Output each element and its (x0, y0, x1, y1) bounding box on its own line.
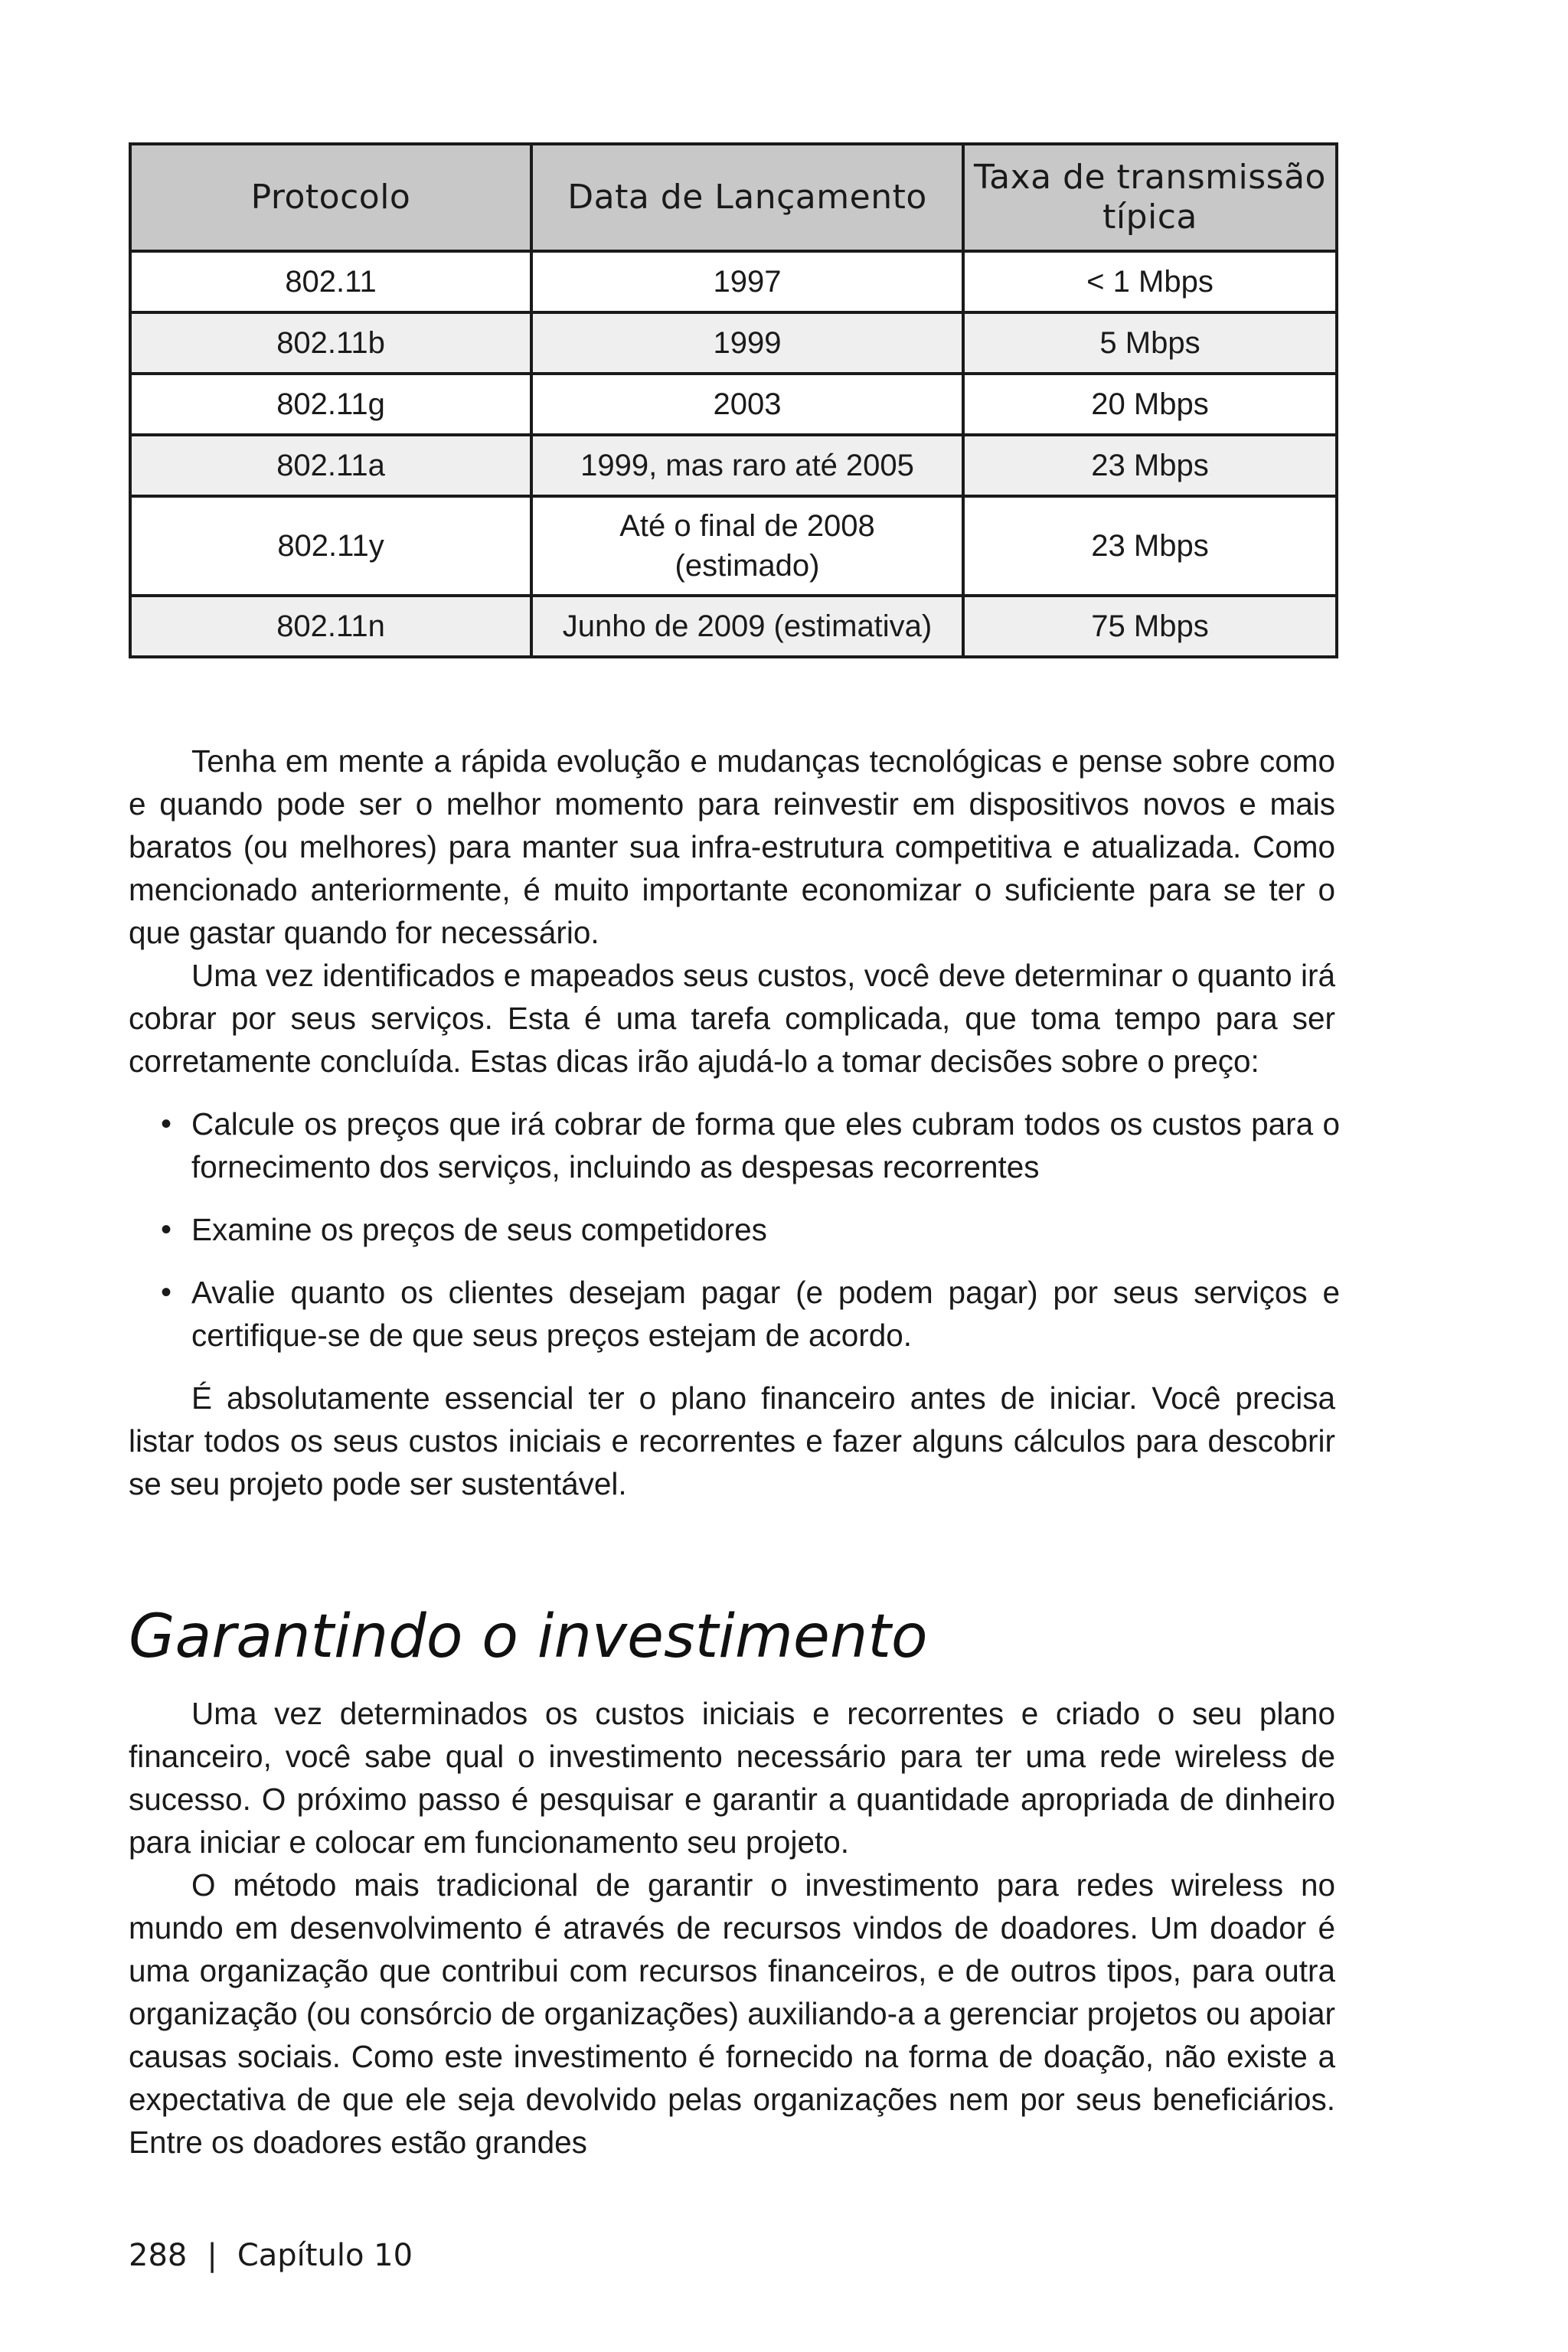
body-text-top (129, 740, 1340, 1505)
paragraph: Tenha em mente a rápida evolução e mudanças tecnológicas e pense sobre como e quando pode ser o melhor momento para reinvestir em dispositivos novos e mais baratos (ou melhores) para manter sua infra-estrutura competitiva e atualizada. Como mencionado anteriormente, é muito importante economizar o suficiente para se ter o que gastar quando for necessário. (129, 743, 1335, 950)
bullet-icon: • (161, 1213, 172, 1246)
list-item (129, 1102, 1340, 1188)
page-footer (129, 2234, 413, 2277)
list-item (129, 1271, 1340, 1357)
table-header-row (130, 144, 1337, 251)
paragraph: Uma vez identificados e mapeados seus custos, você deve determinar o quanto irá cobrar por seus serviços. Esta é uma tarefa complicada, que toma tempo para ser corretamente concluída. Estas dicas irão ajudá-lo a tomar decisões sobre o preço: (129, 958, 1335, 1079)
table-cell: 2003 (531, 374, 963, 435)
table-cell: 1999, mas raro até 2005 (531, 435, 963, 496)
footer-separator: | (207, 2238, 217, 2273)
header-taxa-transmissao: Taxa de transmissão típica (963, 144, 1337, 251)
chapter-label: Capítulo 10 (237, 2238, 413, 2273)
bullet-icon: • (161, 1107, 172, 1141)
table-cell: < 1 Mbps (963, 251, 1337, 312)
list-item-text: Calcule os preços que irá cobrar de forma que eles cubram todos os custos para o fornecimento dos serviços, incluindo as despesas recorrentes (191, 1106, 1340, 1184)
list-item-text: Examine os preços de seus competidores (191, 1212, 767, 1247)
section-heading: Garantindo o investimento (129, 1602, 928, 1671)
pricing-tips-list (129, 1102, 1340, 1357)
table-row (130, 251, 1337, 312)
table-cell: 1997 (531, 251, 963, 312)
table-cell: 802.11n (130, 596, 531, 657)
paragraph: É absolutamente essencial ter o plano financeiro antes de iniciar. Você precisa listar todos os seus custos iniciais e recorrentes e fazer alguns cálculos para descobrir se seu projeto pode ser sustentável. (129, 1380, 1335, 1501)
table-cell: 802.11y (130, 496, 531, 596)
header-protocolo: Protocolo (130, 144, 531, 251)
table-cell: 802.11 (130, 251, 531, 312)
table-cell: 5 Mbps (963, 312, 1337, 374)
table-cell: 23 Mbps (963, 496, 1337, 596)
table-row (130, 596, 1337, 657)
list-item-text: Avalie quanto os clientes desejam pagar (e podem pagar) por seus serviços e certifique-se de que seus preços estejam de acordo. (191, 1275, 1340, 1353)
paragraph: Uma vez determinados os custos iniciais e recorrentes e criado o seu plano financeiro, você sabe qual o investimento necessário para ter uma rede wireless de sucesso. O próximo passo é pesquisar e garantir a quantidade apropriada de dinheiro para iniciar e colocar em funcionamento seu projeto. (129, 1696, 1335, 1860)
table-cell: 802.11b (130, 312, 531, 374)
header-data-lancamento: Data de Lançamento (531, 144, 963, 251)
page-number: 288 (129, 2238, 188, 2273)
table-cell: Até o final de 2008 (estimado) (531, 496, 963, 596)
table-row (130, 496, 1337, 596)
table-cell: 23 Mbps (963, 435, 1337, 496)
table-row (130, 374, 1337, 435)
table-cell: 20 Mbps (963, 374, 1337, 435)
list-item (129, 1208, 1340, 1251)
table-cell: 802.11g (130, 374, 531, 435)
protocol-table (129, 142, 1338, 658)
table-cell: 802.11a (130, 435, 531, 496)
table-row (130, 435, 1337, 496)
bullet-icon: • (161, 1276, 172, 1309)
table-cell: 1999 (531, 312, 963, 374)
body-text-section (129, 1692, 1335, 2164)
table-cell: Junho de 2009 (estimativa) (531, 596, 963, 657)
table-cell: 75 Mbps (963, 596, 1337, 657)
table-row (130, 312, 1337, 374)
paragraph: O método mais tradicional de garantir o investimento para redes wireless no mundo em desenvolvimento é através de recursos vindos de doadores. Um doador é uma organização que contribui com recursos financeiros, e de outros tipos, para outra organização (ou consórcio de organizações) auxiliando-a a gerenciar projetos ou apoiar causas sociais. Como este investimento é fornecido na forma de doação, não existe a expectativa de que ele seja devolvido pelas organizações nem por seus beneficiários. Entre os doadores estão grandes (129, 1867, 1335, 2160)
